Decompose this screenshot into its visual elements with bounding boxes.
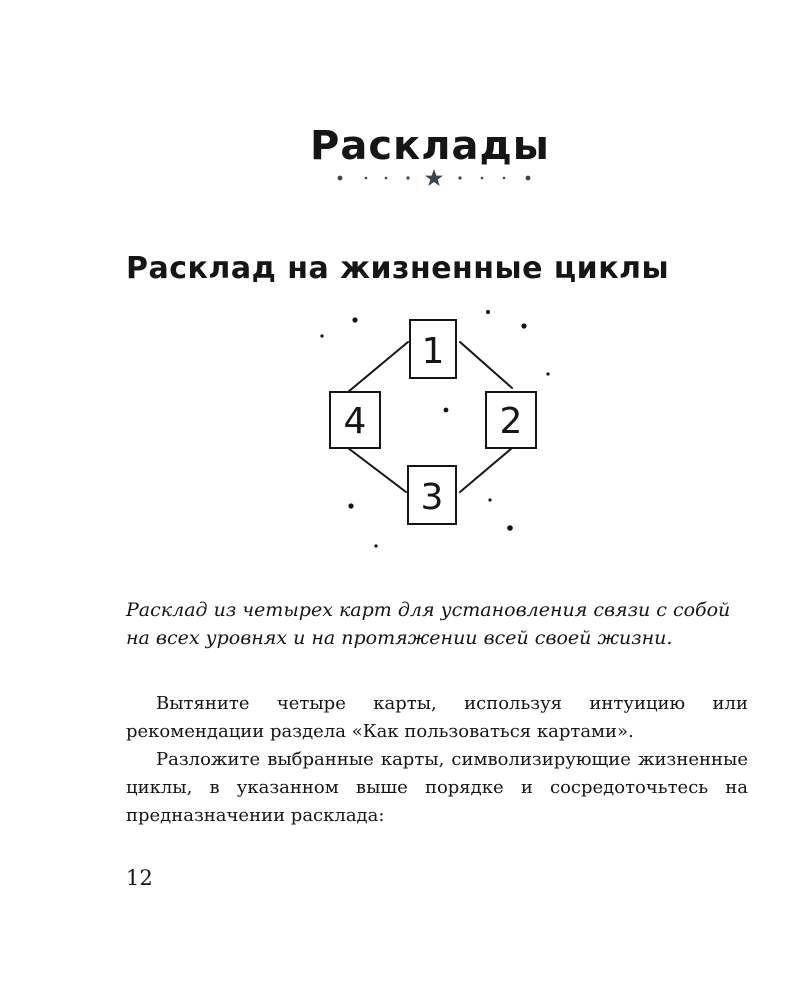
card-4-label: 4 <box>343 401 367 442</box>
card-2-label: 2 <box>499 401 523 442</box>
stars-divider-icon <box>330 168 540 188</box>
paragraph: Разложите выбранные карты, символизирующие жизненные циклы, в указанном выше порядке и сосредоточьтесь на предназначении расклада: <box>126 749 748 826</box>
chapter-title: Расклады <box>310 122 550 169</box>
card-3-label: 3 <box>420 477 444 518</box>
spread-description: Расклад из четырех карт для установления связи с собой на всех уровнях и на протяжении всей своей жизни. <box>126 599 731 649</box>
instructions-text <box>126 690 748 830</box>
section-title: Расклад на жизненные циклы <box>126 250 670 286</box>
paragraph: Вытяните четыре карты, используя интуицию или рекомендации раздела «Как пользоваться картами». <box>126 693 748 742</box>
four-card-spread-icon <box>300 300 560 570</box>
page-number: 12 <box>126 866 153 890</box>
card-1-label: 1 <box>421 331 445 372</box>
